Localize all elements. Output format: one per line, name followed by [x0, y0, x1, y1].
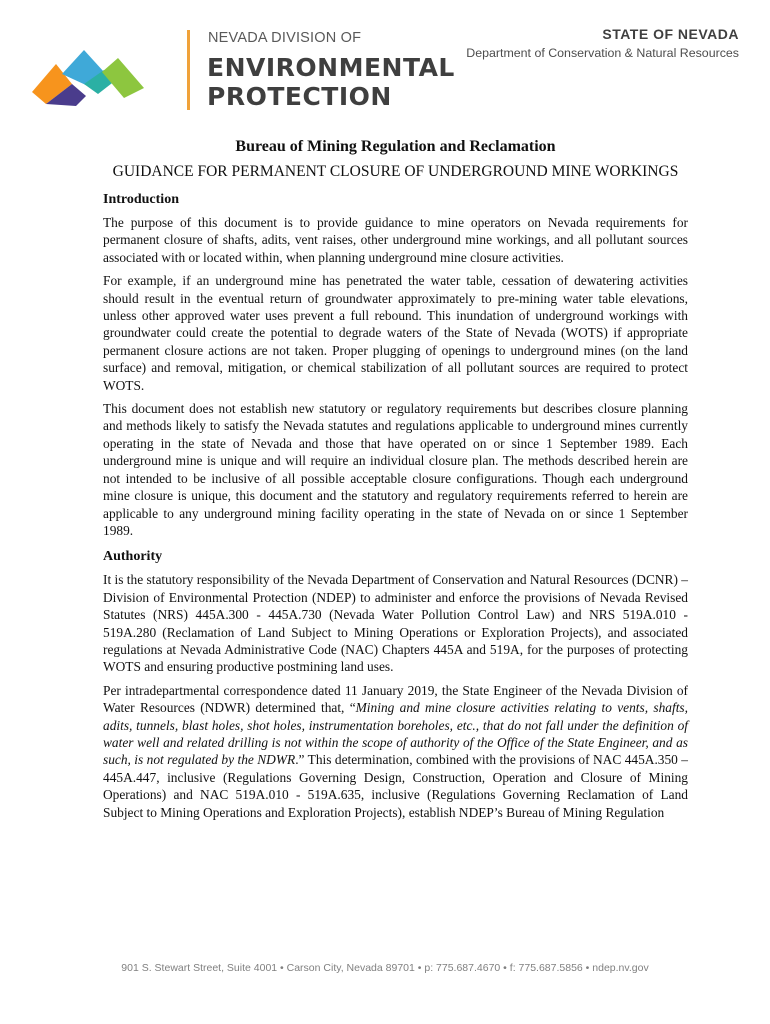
mountain-logo-icon — [32, 44, 144, 106]
introduction-paragraph-2: For example, if an underground mine has penetrated the water table, cessation of dewatering activities should result in the eventual return of groundwater approximately to pre-mining water table elevations, unless other approved water uses prevent a full rebound. This inundation of underground workings with groundwater could create the potential to degrade waters of the State of Nevada (WOTS) if appropriate permanent closure actions are not taken. Proper plugging of openings to underground mines (on the land surface) and removal, mitigation, or chemical stabilization of all pollutant sources are required to protect WOTS. — [103, 273, 688, 393]
ndwr-quote: Mining and mine closure activities relating to vents, shafts, adits, tunnels, blast holes, shot holes, instrumentation boreholes, etc., that do not fall under the definition of water well and related drilling is not within the scope of authority of the Office of the State Engineer, and as such, is not regulated by the NDWR — [103, 700, 688, 768]
agency-line-3: PROTECTION — [207, 82, 392, 111]
introduction-paragraph-1: The purpose of this document is to provide guidance to mine operators on Nevada requirements for permanent closure of shafts, adits, vent raises, other underground mine workings, and all pollutant sources associated with or located within, when planning underground mine closure activities. — [103, 215, 688, 265]
bureau-heading: Bureau of Mining Regulation and Reclamation — [235, 138, 556, 155]
footer-address: 901 S. Stewart Street, Suite 4001 • Carson City, Nevada 89701 • p: 775.687.4670 • f: 775.687.5856 • ndep.nv.gov — [121, 962, 649, 974]
agency-line-1: NEVADA DIVISION OF — [208, 30, 362, 46]
document-title: GUIDANCE FOR PERMANENT CLOSURE OF UNDERGROUND MINE WORKINGS — [112, 163, 679, 180]
introduction-paragraph-3: This document does not establish new statutory or regulatory requirements but describes closure planning and methods likely to satisfy the Nevada statutes and regulations applicable to underground mines currently operating in the state of Nevada and those that have operated on or since 1 September 1989. Each underground mine is unique and will require an individual closure plan. The methods described herein are not intended to be inclusive of all possible acceptable closure configurations. Though each underground mine closure is unique, this document and the statutory and regulatory requirements referred to herein are applicable to any underground mining facility operating in the state of Nevada on or since 1 September 1989. — [103, 401, 688, 538]
ndep-logo — [32, 30, 455, 111]
logo-divider — [187, 30, 190, 110]
state-name: STATE OF NEVADA — [602, 26, 739, 42]
authority-p2-end: .” This determination, combined with the provisions of NAC 445A.350 – 445A.447, inclusive (Regulations Governing Design, Construction, Operation and Closure of Mining Operations) and NAC 519A.010 - 519A.635, inclusive (Regulations Governing Reclamation of Land Subject to Mining Operations and Exploration Projects), establish NDEP’s Bureau of Mining Regulation — [103, 752, 688, 820]
department-name: Department of Conservation & Natural Resources — [466, 46, 739, 60]
authority-paragraph-2 — [103, 682, 688, 821]
authority-p2-start: Per intradepartmental correspondence dated 11 January 2019, the State Engineer of the Nevada Division of Water Resources (NDWR) determined that, “ — [103, 682, 688, 716]
document-body — [103, 138, 688, 827]
introduction-heading: Introduction — [103, 192, 179, 207]
agency-line-2: ENVIRONMENTAL — [207, 53, 455, 82]
state-header — [466, 26, 739, 60]
authority-heading: Authority — [103, 549, 163, 565]
authority-paragraph-1: It is the statutory responsibility of the Nevada Department of Conservation and Natural Resources (DCNR) – Division of Environmental Protection (NDEP) to administer and enforce the provisions of Nevada Revised Statutes (NRS) 445A.300 - 445A.730 (Nevada Water Pollution Control Law) and NRS 519A.010 - 519A.280 (Reclamation of Land Subject to Mining Operations or Exploration Projects), and associated regulations at Nevada Administrative Code (NAC) Chapters 445A and 519A, for the purposes of protecting WOTS and ensuring productive postmining land uses. — [103, 572, 688, 675]
